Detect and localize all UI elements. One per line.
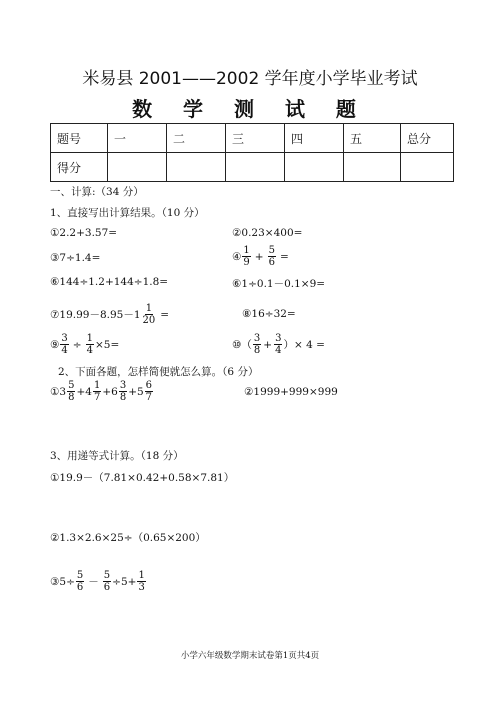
score-table xyxy=(50,123,454,182)
fraction: $\frac{3}{8}$ xyxy=(119,380,127,403)
part1-heading: 1、直接写出计算结果。（10 分） xyxy=(50,207,205,219)
operator: + xyxy=(263,338,273,351)
equals-sign: = xyxy=(160,308,170,321)
page-footer: 小学六年级数学期末试卷第1页共4页 xyxy=(180,651,320,661)
table-cell: 得分 xyxy=(51,153,108,182)
question-1-8: ⑧16÷32= xyxy=(242,308,296,320)
score-table-score-row xyxy=(51,153,454,182)
table-cell: 总分 xyxy=(401,124,454,153)
question-2-1 xyxy=(50,380,154,403)
question-1-1: ①2.2+3.57= xyxy=(50,227,118,239)
table-cell: 三 xyxy=(226,124,285,153)
fraction: $\frac{3}{8}$ xyxy=(253,333,261,356)
expression: +4 xyxy=(76,385,92,398)
question-1-2: ②0.23×400= xyxy=(232,227,303,239)
expression: +6 xyxy=(102,385,118,398)
question-1-6: ⑥1÷0.1－0.1×9= xyxy=(232,278,326,290)
operator: + xyxy=(254,250,264,263)
fraction: $\frac{1}{7}$ xyxy=(93,380,101,403)
exam-subject: 数 学 测 试 题 xyxy=(132,97,368,121)
expression: ⑦19.99－8.95－1 xyxy=(50,309,141,321)
question-3-3 xyxy=(50,570,147,593)
score-input-cell[interactable] xyxy=(401,153,454,182)
fraction: $\frac{5}{6}$ xyxy=(268,245,275,268)
table-cell: 一 xyxy=(108,124,167,153)
fraction: $\frac{1}{20}$ xyxy=(142,303,156,326)
table-cell: 二 xyxy=(167,124,226,153)
operator: － xyxy=(88,576,99,588)
expression: ③5÷ xyxy=(50,575,75,588)
operator: ÷ xyxy=(72,338,82,351)
question-1-7 xyxy=(50,303,169,326)
expression: ÷5+ xyxy=(112,575,137,588)
exam-title: 米易县 2001——2002 学年度小学毕业考试 xyxy=(82,69,418,89)
table-cell: 四 xyxy=(285,124,344,153)
fraction: $\frac{5}{8}$ xyxy=(68,380,75,403)
fraction: $\frac{3}{4}$ xyxy=(61,333,68,356)
fraction: $\frac{6}{7}$ xyxy=(145,380,153,403)
question-3-1: ①19.9－（7.81×0.42+0.58×7.81） xyxy=(50,472,235,484)
question-1-3: ③7÷1.4= xyxy=(50,252,101,264)
expression: +5 xyxy=(128,385,144,398)
question-1-4 xyxy=(232,245,289,268)
table-cell: 题号 xyxy=(51,124,108,153)
table-cell: 五 xyxy=(344,124,401,153)
score-input-cell[interactable] xyxy=(108,153,167,182)
expression-tail: ）× 4 = xyxy=(283,339,325,351)
equals-sign: = xyxy=(279,250,289,263)
score-input-cell[interactable] xyxy=(344,153,401,182)
question-1-9 xyxy=(50,333,119,356)
question-1-10 xyxy=(232,333,325,356)
fraction: $\frac{3}{4}$ xyxy=(275,333,282,356)
question-1-5: ⑥144÷1.2+144÷1.8= xyxy=(50,276,169,288)
fraction: $\frac{5}{6}$ xyxy=(76,570,84,593)
fraction: $\frac{1}{9}$ xyxy=(243,245,250,268)
fraction: $\frac{1}{4}$ xyxy=(86,333,93,356)
question-number: ⑨ xyxy=(50,338,60,351)
expression: ①3 xyxy=(50,385,67,398)
part2-heading: 2、下面各题，怎样简便就怎么算。（6 分） xyxy=(58,366,259,378)
score-input-cell[interactable] xyxy=(167,153,226,182)
question-number: ④ xyxy=(232,250,242,263)
fraction: $\frac{1}{3}$ xyxy=(138,570,145,593)
question-3-2: ②1.3×2.6×25÷（0.65×200） xyxy=(50,532,206,544)
expression-tail: ×5= xyxy=(94,338,120,351)
fraction: $\frac{5}{6}$ xyxy=(103,570,111,593)
score-input-cell[interactable] xyxy=(285,153,344,182)
question-2-2: ②1999+999×999 xyxy=(244,386,338,398)
section1-heading: 一、计算:（34 分） xyxy=(50,186,144,198)
score-input-cell[interactable] xyxy=(226,153,285,182)
score-table-header-row xyxy=(51,124,454,153)
question-number: ⑩（ xyxy=(232,339,252,351)
part3-heading: 3、用递等式计算。（18 分） xyxy=(50,450,184,462)
